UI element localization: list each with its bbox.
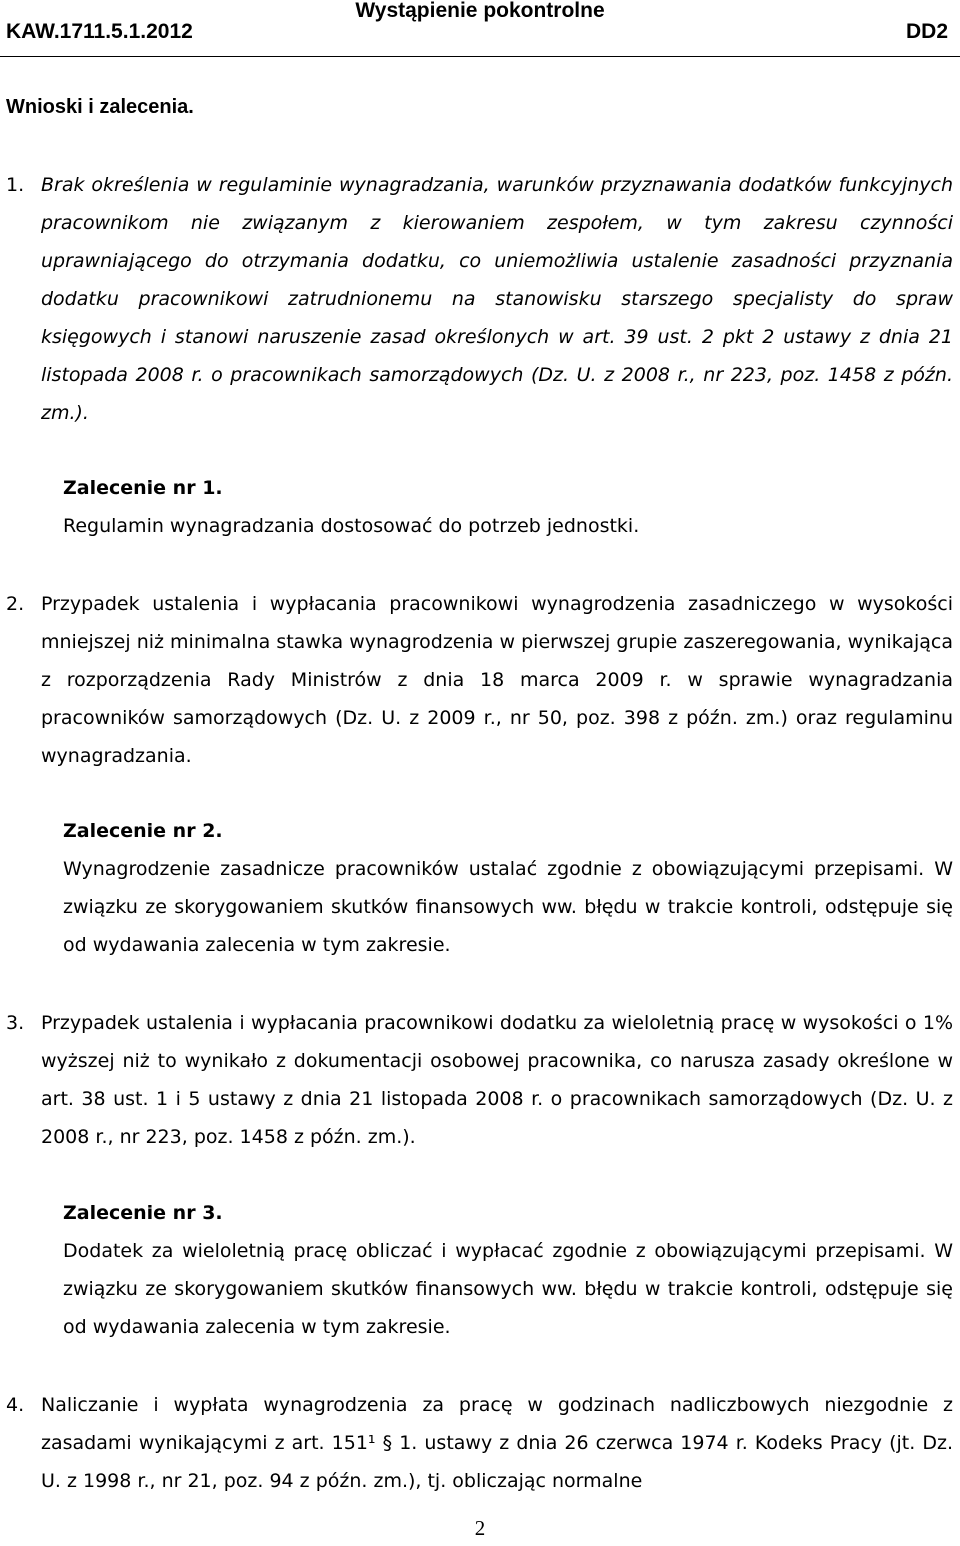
header-divider xyxy=(0,56,960,57)
finding-text: Brak określenia w regulaminie wynagradzania, warunków przyznawania dodatków funkcyjnych pracownikom nie związanym z kierowaniem zespołem, w tym zakresu czynności uprawniającego do otrzymania dodatku, co uniemożliwia ustalenie zasadności przyznania dodatku pracownikowi zatrudnionemu na stanowisku starszego specjalisty do spraw księgowych i stanowi naruszenie zasad określonych w art. 39 ust. 2 pkt 2 ustawy z dnia 21 listopada 2008 r. o pracownikach samorządowych (Dz. U. z 2008 r., nr 223, poz. 1458 z późn. zm.). xyxy=(41,174,953,424)
recommendation-title: Zalecenie nr 1. xyxy=(63,477,223,499)
page-header xyxy=(0,0,960,58)
department-code: DD2 xyxy=(905,20,948,43)
recommendation-text: Wynagrodzenie zasadnicze pracowników ustalać zgodnie z obowiązującymi przepisami. W związku ze skorygowaniem skutków finansowych ww. błędu w trakcie kontroli, odstępuje się od wydawania zalecenia w tym zakresie. xyxy=(63,858,953,956)
recommendation-title: Zalecenie nr 3. xyxy=(63,1202,223,1224)
finding-number: 4. xyxy=(6,1394,25,1416)
page-number: 2 xyxy=(474,1516,486,1540)
finding-number: 3. xyxy=(6,1012,25,1034)
finding-number: 2. xyxy=(6,593,25,615)
finding-text: Przypadek ustalenia i wypłacania pracownikowi dodatku za wieloletnią pracę w wysokości o 1% wyższej niż to wynikało z dokumentacji osobowej pracownika, co narusza zasady określone w art. 38 ust. 1 i 5 ustawy z dnia 21 listopada 2008 r. o pracownikach samorządowych (Dz. U. z 2008 r., nr 223, poz. 1458 z późn. zm.). xyxy=(41,1012,953,1148)
document-type: Wystąpienie pokontrolne xyxy=(355,0,605,22)
finding-text: Naliczanie i wypłata wynagrodzenia za pracę w godzinach nadliczbowych niezgodnie z zasadami wynikającymi z art. 151¹ § 1. ustawy z dnia 26 czerwca 1974 r. Kodeks Pracy (jt. Dz. U. z 1998 r., nr 21, poz. 94 z późn. zm.), tj. obliczając normalne xyxy=(41,1394,953,1492)
finding-number: 1. xyxy=(6,174,25,196)
finding-text: Przypadek ustalenia i wypłacania pracownikowi wynagrodzenia zasadniczego w wysokości mniejszej niż minimalna stawka wynagrodzenia w pierwszej grupie zaszeregowania, wynikająca z rozporządzenia Rady Ministrów z dnia 18 marca 2009 r. w sprawie wynagradzania pracowników samorządowych (Dz. U. z 2009 r., nr 50, poz. 398 z późn. zm.) oraz regulaminu wynagradzania. xyxy=(41,593,953,767)
recommendation-text: Dodatek za wieloletnią pracę obliczać i wypłacać zgodnie z obowiązującymi przepisami. W związku ze skorygowaniem skutków finansowych ww. błędu w trakcie kontroli, odstępuje się od wydawania zalecenia w tym zakresie. xyxy=(63,1240,953,1338)
recommendation-1 xyxy=(63,469,953,545)
section-title: Wnioski i zalecenia. xyxy=(6,96,194,118)
recommendation-text: Regulamin wynagradzania dostosować do potrzeb jednostki. xyxy=(63,515,640,537)
recommendation-3 xyxy=(63,1194,953,1346)
document-reference: KAW.1711.5.1.2012 xyxy=(6,20,193,43)
recommendation-title: Zalecenie nr 2. xyxy=(63,820,223,842)
recommendation-2 xyxy=(63,812,953,964)
